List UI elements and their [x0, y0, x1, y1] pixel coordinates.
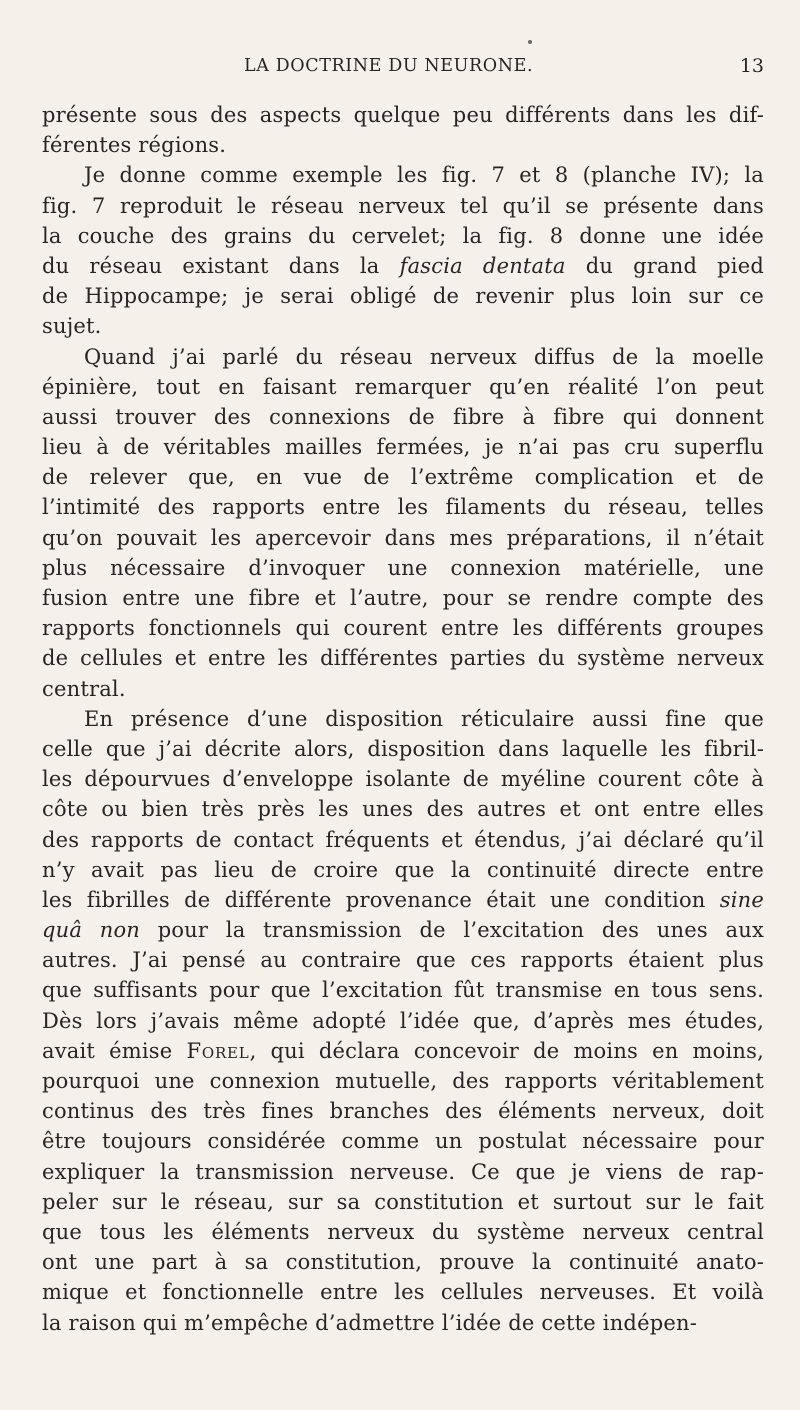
text-line: expliquer la transmission nerveuse. Ce que je viens de rap-: [42, 1159, 764, 1184]
text-line: n’y avait pas lieu de croire que la continuité directe entre: [42, 857, 764, 882]
text-line: peler sur le réseau, sur sa constitution et surtout sur le fait: [42, 1189, 764, 1214]
text-line: ont une part à sa constitution, prouve la continuité anato-: [42, 1250, 764, 1275]
italic-text: fascia dentata: [399, 253, 566, 278]
text-line: [42, 915, 764, 945]
text-line: de relever que, en vue de l’extrême complication et de: [42, 465, 764, 490]
text-line: celle que j’ai décrite alors, disposition dans laquelle les fibril-: [42, 736, 764, 761]
text-line: rapports fonctionnels qui courent entre les différents groupes: [42, 616, 764, 641]
text-line: présente sous des aspects quelque peu différents dans les dif-: [42, 103, 764, 127]
page-header: [244, 56, 764, 86]
printing-speck: [528, 40, 532, 44]
text-segment: , qui déclara concevoir de moins en moins,: [249, 1038, 764, 1063]
text-line: la couche des grains du cervelet; la fig. 8 donne une idée: [42, 223, 764, 248]
text-line: la raison qui m’empêche d’admettre l’idée de cette indépen-: [42, 1310, 697, 1335]
text-line: [42, 885, 764, 915]
text-line: Dès lors j’avais même adopté l’idée que, d’après mes études,: [42, 1008, 764, 1033]
text-line: être toujours considérée comme un postulat nécessaire pour: [42, 1129, 764, 1154]
text-line: fig. 7 reproduit le réseau nerveux tel qu’il se présente dans: [42, 193, 764, 218]
body-text: [42, 100, 764, 1338]
text-line: aussi trouver des connexions de fibre à fibre qui donnent: [42, 404, 764, 429]
text-line: mique et fonctionnelle entre les cellules nerveuses. Et voilà: [42, 1280, 764, 1305]
text-line: de Hippocampe; je serai obligé de revenir plus loin sur ce: [42, 284, 764, 309]
text-line: Je donne comme exemple les fig. 7 et 8 (planche IV); la: [84, 163, 764, 188]
text-line: [42, 251, 764, 281]
text-line: de cellules et entre les différentes parties du système nerveux: [42, 646, 764, 671]
text-line: fusion entre une fibre et l’autre, pour se rendre compte des: [42, 586, 764, 610]
text-line: [42, 1036, 764, 1066]
text-line: autres. J’ai pensé au contraire que ces rapports étaient plus: [42, 948, 764, 973]
running-title: LA DOCTRINE DU NEURONE.: [244, 56, 534, 76]
text-line: En présence d’une disposition réticulaire aussi fine que: [84, 706, 764, 731]
text-segment: pour la transmission de l’excitation des unes aux: [140, 918, 764, 943]
text-line: pourquoi une connexion mutuelle, des rapports véritablement: [42, 1069, 764, 1093]
text-segment: du grand pied: [565, 253, 764, 278]
text-segment: avait émise: [42, 1038, 187, 1063]
page-number: 13: [739, 55, 764, 77]
text-line: central.: [42, 676, 126, 701]
text-line: Quand j’ai parlé du réseau nerveux diffus de la moelle: [84, 344, 764, 369]
text-line: continus des très fines branches des éléments nerveux, doit: [42, 1099, 764, 1124]
text-segment: du réseau existant dans la: [42, 253, 400, 278]
author-name: Forel: [186, 1038, 250, 1063]
text-line: sujet.: [42, 314, 102, 339]
text-line: épinière, tout en faisant remarquer qu’en réalité l’on peut: [42, 374, 764, 399]
text-line: les dépourvues d’enveloppe isolante de myéline courent côte à: [42, 767, 764, 792]
text-line: lieu à de véritables mailles fermées, je n’ai pas cru superflu: [42, 435, 764, 460]
text-line: des rapports de contact fréquents et étendus, j’ai déclaré qu’il: [42, 827, 764, 852]
text-segment: les fibrilles de différente provenance était une condition: [42, 887, 720, 912]
text-line: que suffisants pour que l’excitation fût transmise en tous sens.: [42, 978, 764, 1003]
italic-text: sine: [719, 887, 764, 912]
text-line: plus nécessaire d’invoquer une connexion matérielle, une: [42, 555, 764, 580]
text-line: côte ou bien très près les unes des autres et ont entre elles: [42, 797, 764, 822]
italic-text: quâ non: [42, 918, 141, 943]
text-line: que tous les éléments nerveux du système nerveux central: [42, 1219, 764, 1244]
text-line: férentes régions.: [42, 133, 227, 158]
text-line: qu’on pouvait les apercevoir dans mes préparations, il n’était: [42, 525, 764, 550]
text-line: l’intimité des rapports entre les filaments du réseau, telles: [42, 495, 764, 520]
